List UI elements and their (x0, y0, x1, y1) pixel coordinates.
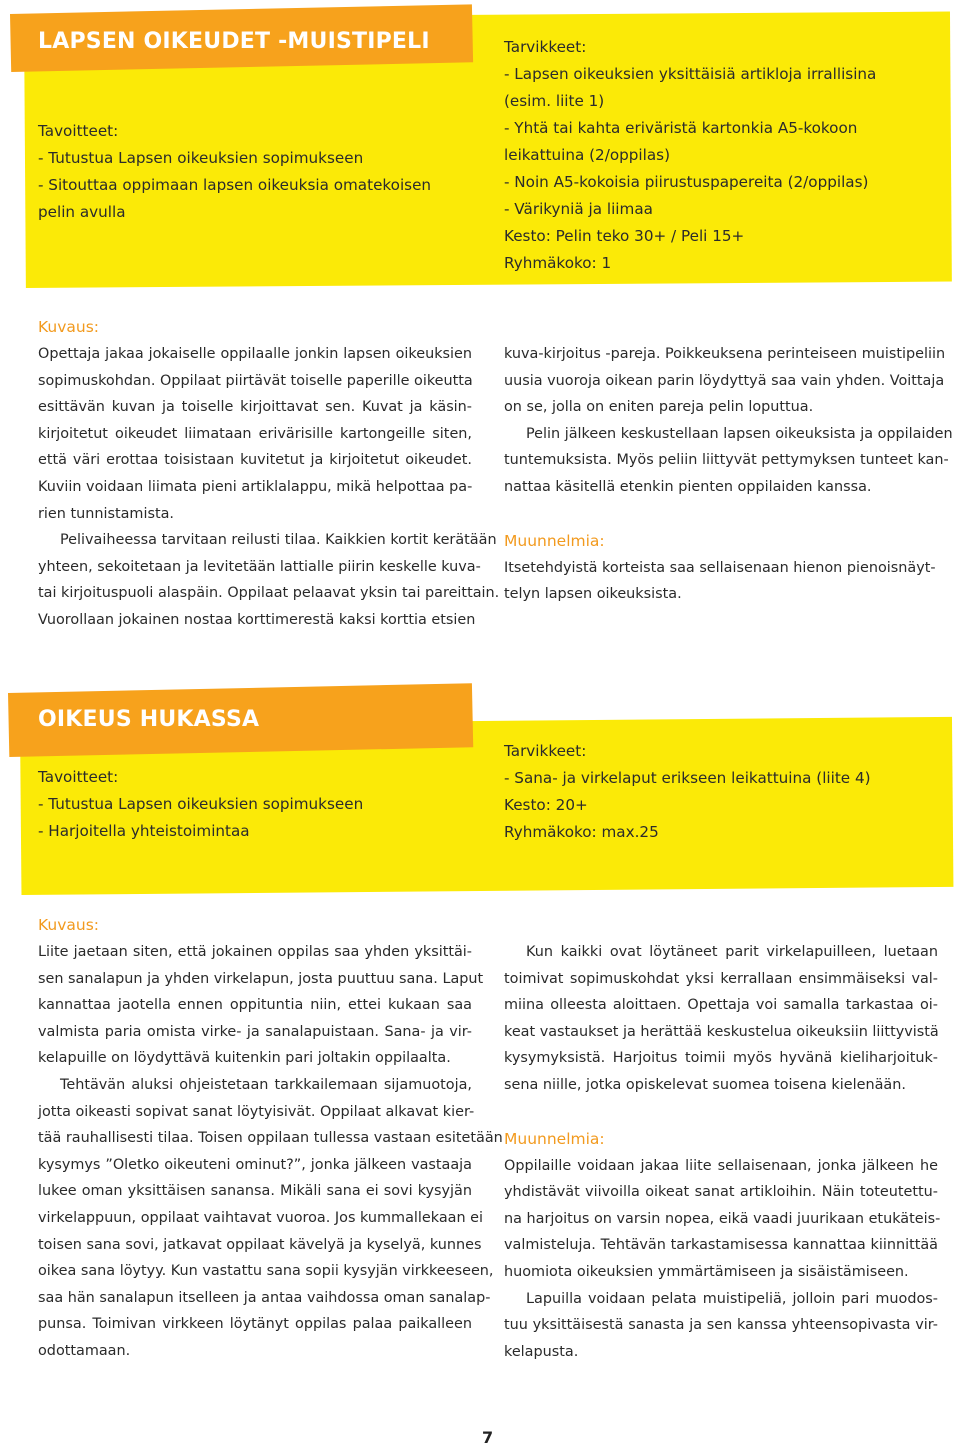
text-line: Vuorollaan jokainen nostaa korttimerestä kaksi korttia etsien (38, 611, 476, 628)
text-line: kuva-kirjoitus -pareja. Poikkeuksena perinteiseen muistipeliin (504, 346, 946, 362)
text-line: na harjoitus on varsin nopea, eikä vaadi juurikaan etukäteis- (504, 1210, 941, 1227)
section1-title: LAPSEN OIKEUDET -MUISTIPELI (38, 29, 430, 54)
group-size-value: max.25 (601, 823, 659, 841)
supply-item: (esim. liite 1) (504, 92, 605, 110)
duration-line (504, 223, 876, 250)
supply-item: leikattuina (2/oppilas) (504, 146, 670, 164)
text-line: jotta oikeasti sopivat sanat löytyisivät. Oppilaat alkavat kier- (38, 1103, 475, 1120)
text-line: valmisteluja. Tehtävän tarkastamisessa kannattaa kiinnittää (504, 1237, 938, 1254)
text-line: huomiota oikeuksien ymmärtämiseen ja sisäistämiseen. (504, 1263, 909, 1280)
group-size-value: 1 (601, 254, 612, 272)
section2-supplies (504, 738, 871, 846)
section1-right-column (504, 341, 953, 608)
section1-goals (38, 118, 431, 226)
text-line: saa hän sanalapun itselleen ja antaa vaihdossa oman sanalap- (38, 1289, 491, 1306)
text-line: punsa. Toimivan virkkeen löytänyt oppilas palaa paikalleen (38, 1316, 472, 1333)
text-line: on se, jolla on eniten pareja pelin loputtua. (504, 399, 814, 416)
duration-label: Kesto: (504, 227, 551, 245)
supply-item: - Yhtä tai kahta eriväristä kartonkia A5-kokoon (504, 119, 858, 137)
text-line: tuntemuksista. Myös peliin liittyvät pettymyksen tunteet kan- (504, 452, 949, 469)
duration-line (504, 792, 871, 819)
supply-item: - Sana- ja virkelaput erikseen leikattuina (liite 4) (504, 769, 871, 787)
duration-label: Kesto: (504, 796, 551, 814)
group-size-label: Ryhmäkoko: (504, 823, 597, 841)
text-line: Kuviin voidaan liimata pieni artiklalappu, mikä helpottaa pa- (38, 478, 473, 495)
text-line: nattaa käsitellä etenkin pienten oppilaiden kanssa. (504, 478, 872, 495)
section1-description-label: Kuvaus: (38, 318, 100, 336)
duration-value: Pelin teko 30+ / Peli 15+ (555, 227, 745, 245)
text-line: kysymys ”Oletko oikeuteni ominut?”, jonka jälkeen vastaaja (38, 1156, 472, 1173)
group-size-line (504, 819, 871, 846)
text-line: kelapusta. (504, 1343, 579, 1360)
text-line: keat vastaukset ja herättää keskustelua oikeuksiin liittyvistä (504, 1023, 939, 1040)
section2-right-column (504, 939, 941, 1365)
text-line: esittävän kuvan ja toiselle kirjoittavat sen. Kuvat ja käsin- (38, 399, 472, 416)
goal-item: - Tutustua Lapsen oikeuksien sopimukseen (38, 795, 364, 813)
section2-left-column (38, 939, 503, 1365)
section2-variations-label: Muunnelmia: (504, 1129, 605, 1148)
text-line: Liite jaetaan siten, että jokainen oppilas saa yhden yksittäi- (38, 944, 472, 960)
page-number: 7 (482, 1428, 494, 1447)
text-line: lukee oman yksittäisen sanansa. Mikäli sana ei sovi kysyjän (38, 1183, 472, 1200)
supply-item: - Värikyniä ja liimaa (504, 200, 653, 218)
text-line: kelapuille on löydyttävä kuitenkin pari joltakin oppilaalta. (38, 1050, 451, 1067)
text-line: Itsetehdyistä korteista saa sellaisenaan hienon pienoisnäyt- (504, 559, 936, 576)
text-line: Lapuilla voidaan pelata muistipeliä, jolloin pari muodos- (526, 1290, 938, 1307)
section1-left-column (38, 341, 500, 634)
goal-item: pelin avulla (38, 203, 126, 221)
text-line: uusia vuoroja oikean parin löydyttyä saa vain yhden. Voittaja (504, 372, 945, 389)
text-line: kysymyksistä. Harjoitus toimii myös hyvänä kieliharjoituk- (504, 1050, 938, 1067)
section1-supplies (504, 34, 876, 277)
text-line: Opettaja jakaa jokaiselle oppilaalle jonkin lapsen oikeuksien (38, 346, 472, 362)
text-line: Pelivaiheessa tarvitaan reilusti tilaa. Kaikkien kortit kerätään (60, 532, 497, 549)
text-line: sopimuskohdan. Oppilaat piirtävät toiselle paperille oikeutta (38, 372, 473, 389)
text-line: Oppilaille voidaan jakaa liite sellaisenaan, jonka jälkeen he (504, 1157, 938, 1174)
supplies-label: Tarvikkeet: (504, 742, 587, 760)
supply-item: - Lapsen oikeuksien yksittäisiä artikloja irrallisina (504, 65, 877, 83)
goal-item: - Harjoitella yhteistoimintaa (38, 822, 250, 840)
text-line: Tehtävän aluksi ohjeistetaan tarkkailemaan sijamuotoja, (60, 1076, 472, 1093)
text-line: sena niille, jotka opiskelevat suomea toisena kielenään. (504, 1076, 906, 1093)
text-line: odottamaan. (38, 1342, 131, 1359)
text-line: toimivat sopimuskohdat yksi kerrallaan ensimmäiseksi val- (504, 970, 938, 987)
section1-variations-label: Muunnelmia: (504, 531, 605, 550)
text-line: sen sanalapun ja yhden virkelapun, josta puuttuu sana. Laput (38, 970, 484, 987)
text-line: kannattaa jaotella ennen oppituntia niin, ettei kukaan saa (38, 997, 472, 1014)
goals-label: Tavoitteet: (38, 768, 119, 786)
text-line: rien tunnistamista. (38, 505, 174, 522)
text-line: valmista paria omista virke- ja sanalapuistaan. Sana- ja vir- (38, 1023, 472, 1040)
text-line: Kun kaikki ovat löytäneet parit virkelapuilleen, luetaan (526, 944, 938, 960)
group-size-line (504, 250, 876, 277)
goal-item: - Tutustua Lapsen oikeuksien sopimukseen (38, 149, 364, 167)
text-line: toisen sana sovi, jatkavat oppilaat kävelyä ja kyselyä, kunnes (38, 1236, 482, 1253)
group-size-label: Ryhmäkoko: (504, 254, 597, 272)
section2-title: OIKEUS HUKASSA (38, 707, 260, 732)
supplies-label: Tarvikkeet: (504, 38, 587, 56)
text-line: yhdistävät viivoilla oikeat sanat artikloihin. Näin toteutettu- (504, 1184, 938, 1201)
text-line: oikea sana löytyy. Kun vastattu sana sopii kysyjän virkkeeseen, (38, 1263, 494, 1280)
text-line: Pelin jälkeen keskustellaan lapsen oikeuksista ja oppilaiden (526, 425, 953, 442)
section2-goals (38, 764, 363, 845)
text-line: yhteen, sekoitetaan ja levitetään lattialle piirin keskelle kuva- (38, 558, 481, 575)
text-line: miina olleesta aloittaen. Opettaja voi samalla tarkastaa oi- (504, 997, 938, 1014)
duration-value: 20+ (555, 796, 588, 814)
text-line: kirjoitetut oikeudet liimataan erivärisille kartongeille siten, (38, 425, 472, 442)
text-line: tuu yksittäisestä sanasta ja sen kanssa yhteensopivasta vir- (504, 1317, 938, 1334)
goal-item: - Sitouttaa oppimaan lapsen oikeuksia omatekoisen (38, 176, 432, 194)
supply-item: - Noin A5-kokoisia piirustuspapereita (2/oppilas) (504, 173, 869, 191)
text-line: virkelappuun, oppilaat vaihtavat vuoroa. Jos kummallekaan ei (38, 1209, 484, 1226)
text-line: tai kirjoituspuoli alaspäin. Oppilaat pelaavat yksin tai pareittain. (38, 585, 500, 602)
goals-label: Tavoitteet: (38, 122, 119, 140)
section2-description-label: Kuvaus: (38, 916, 100, 934)
text-line: että väri erottaa toisistaan kuvitetut ja kirjoitetut oikeudet. (38, 452, 472, 469)
text-line: tää rauhallisesti tilaa. Toisen oppilaan tullessa vastaan esitetään (38, 1130, 503, 1147)
text-line: telyn lapsen oikeuksista. (504, 586, 682, 603)
